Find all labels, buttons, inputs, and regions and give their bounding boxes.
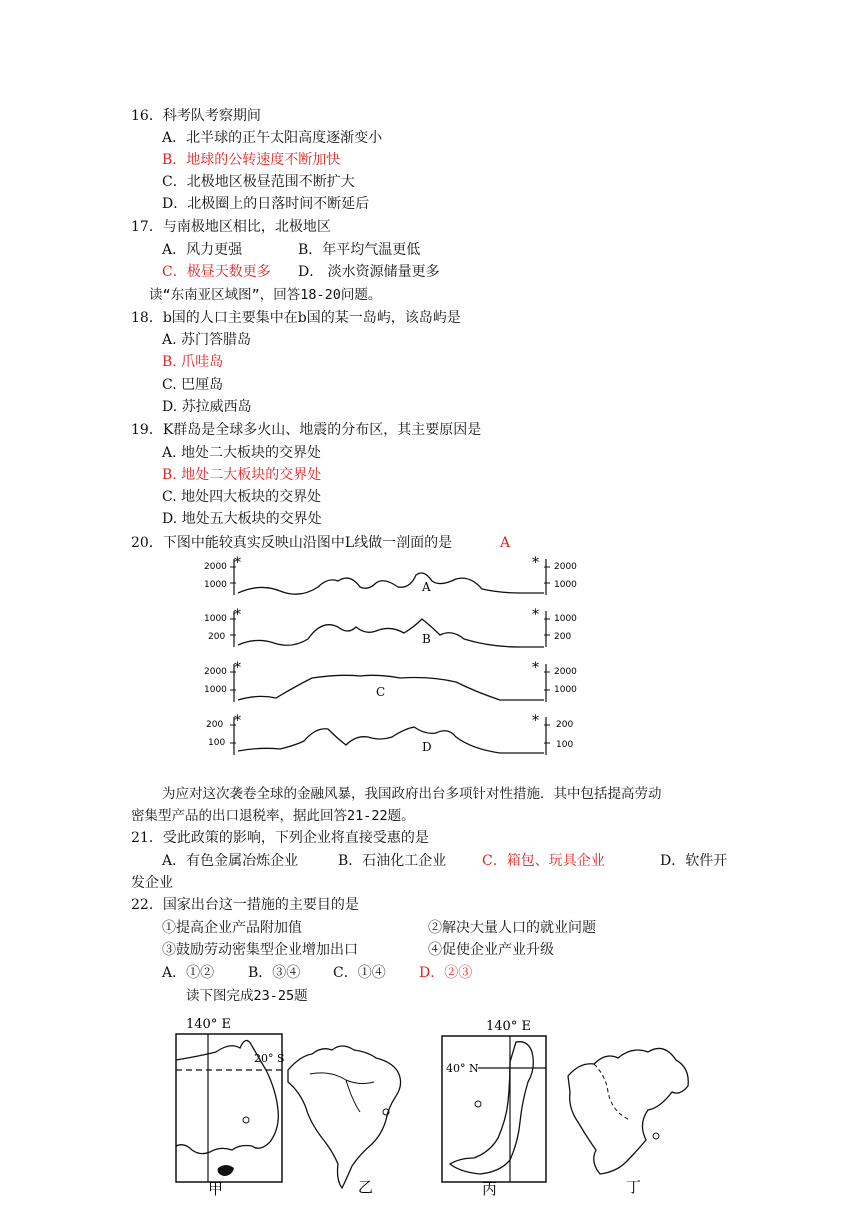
q18-option-a: A. 苏门答腊岛 xyxy=(162,332,252,348)
q21-option-d-cont: 发企业 xyxy=(131,875,173,891)
profile-d-star-right: * xyxy=(532,713,539,729)
intro-18-20: 读“东南亚区域图”，回答18-20问题。 xyxy=(149,287,382,303)
q16-option-c: C．北极地区极昼范围不断扩大 xyxy=(162,174,355,190)
q21-option-b: B．石油化工企业 xyxy=(338,853,447,869)
map-yi-label: 乙 xyxy=(358,1178,374,1196)
q18-option-b-answer: B. 爪哇岛 xyxy=(162,354,224,370)
map-bing-lon: 140° E xyxy=(486,1019,531,1034)
profile-d-left-top: 200 xyxy=(206,720,224,730)
q19-option-d: D. 地处五大板块的交界处 xyxy=(162,511,322,527)
q21-option-d: D．软件开 xyxy=(660,853,728,869)
passage-21-line2: 密集型产品的出口退税率，据此回答21-22题。 xyxy=(131,808,415,824)
profile-c-letter: C xyxy=(376,685,386,699)
profile-d xyxy=(200,711,580,761)
map-bing-lat: 40° N xyxy=(446,1062,479,1075)
q22-option-d-answer: D．②③ xyxy=(419,965,473,981)
profile-b-left-bottom: 200 xyxy=(208,632,226,642)
maps-figure xyxy=(160,1012,720,1198)
profile-d-star-left: * xyxy=(234,713,241,729)
map-bing xyxy=(442,1019,546,1198)
profile-a-left-bottom: 1000 xyxy=(204,580,227,590)
q22-item-4: ④促使企业产业升级 xyxy=(428,942,554,958)
profile-a-star-right: * xyxy=(532,555,539,571)
q17-option-b: B．年平均气温更低 xyxy=(298,242,421,258)
profile-a xyxy=(200,553,580,603)
q16-option-b-answer: B．地球的公转速度不断加快 xyxy=(162,152,341,168)
map-bing-label: 丙 xyxy=(482,1180,498,1198)
map-ding-label: 丁 xyxy=(626,1178,642,1196)
profile-d-letter: D xyxy=(422,740,432,754)
profile-c xyxy=(200,658,580,708)
q16-option-a: A．北半球的正午太阳高度逐渐变小 xyxy=(162,130,383,146)
q22-stem: 22．国家出台这一措施的主要目的是 xyxy=(131,897,359,913)
profile-c-left-bottom: 1000 xyxy=(204,685,227,695)
q19-option-c: C. 地处四大板块的交界处 xyxy=(162,489,322,505)
map-jia-lat: 20° S xyxy=(254,1052,285,1065)
q18-stem: 18．b国的人口主要集中在b国的某一岛屿，该岛屿是 xyxy=(131,310,461,326)
q16-stem: 16．科考队考察期间 xyxy=(131,108,261,124)
q18-option-c: C. 巴厘岛 xyxy=(162,377,224,393)
map-yi xyxy=(288,1046,401,1196)
profile-c-left-top: 2000 xyxy=(204,667,227,677)
intro-23-25: 读下图完成23-25题 xyxy=(186,988,308,1004)
profile-b-right-top: 1000 xyxy=(554,614,577,624)
q21-stem: 21．受此政策的影响，下列企业将直接受惠的是 xyxy=(131,830,429,846)
profile-b-right-bottom: 200 xyxy=(554,632,572,642)
profile-d-right-bottom: 100 xyxy=(556,740,574,750)
q22-item-2: ②解决大量人口的就业问题 xyxy=(428,920,596,936)
q20-answer: A xyxy=(500,535,511,551)
profile-b-star-right: * xyxy=(532,607,539,623)
profile-a-letter: A xyxy=(422,580,431,594)
q16-option-d: D．北极圈上的日落时间不断延后 xyxy=(162,196,370,212)
q21-option-c-answer: C．箱包、玩具企业 xyxy=(482,853,605,869)
profile-c-star-left: * xyxy=(234,660,241,676)
profile-a-right-bottom: 1000 xyxy=(554,580,577,590)
profile-d-left-bottom: 100 xyxy=(208,738,226,748)
q22-item-3: ③鼓励劳动密集型企业增加出口 xyxy=(162,942,358,958)
q21-option-a: A．有色金属冶炼企业 xyxy=(162,853,299,869)
profile-b-letter: B xyxy=(422,632,431,646)
q22-item-1: ①提高企业产品附加值 xyxy=(162,920,302,936)
map-jia-label: 甲 xyxy=(208,1180,224,1198)
q22-option-b: B．③④ xyxy=(248,965,301,981)
map-jia xyxy=(176,1017,285,1198)
q20-stem: 20．下图中能较真实反映山沿图中L线做一剖面的是 xyxy=(131,535,453,551)
q22-option-c: C．①④ xyxy=(333,965,386,981)
profile-a-right-top: 2000 xyxy=(554,562,577,572)
q17-stem: 17．与南极地区相比，北极地区 xyxy=(131,219,331,235)
profile-c-right-top: 2000 xyxy=(554,667,577,677)
map-ding xyxy=(568,1048,688,1196)
profile-c-star-right: * xyxy=(532,660,539,676)
q17-option-d: D． 淡水资源储量更多 xyxy=(298,264,440,280)
q19-stem: 19．K群岛是全球多火山、地震的分布区，其主要原因是 xyxy=(131,422,482,438)
profile-a-left-top: 2000 xyxy=(204,562,227,572)
profile-b-star-left: * xyxy=(234,607,241,623)
profile-a-star-left: * xyxy=(234,555,241,571)
profile-b xyxy=(200,605,580,655)
profile-d-right-top: 200 xyxy=(556,720,574,730)
q17-option-a: A．风力更强 xyxy=(162,242,243,258)
q18-option-d: D. 苏拉威西岛 xyxy=(162,399,252,415)
profile-c-right-bottom: 1000 xyxy=(554,685,577,695)
q19-option-b-answer: B. 地处二大板块的交界处 xyxy=(162,467,322,483)
passage-21-line1: 为应对这次袭卷全球的金融风暴，我国政府出台多项针对性措施．其中包括提高劳动 xyxy=(162,786,662,802)
profile-b-left-top: 1000 xyxy=(204,614,227,624)
q17-option-c-answer: C．极昼天数更多 xyxy=(162,264,271,280)
map-jia-lon: 140° E xyxy=(186,1017,231,1032)
q22-option-a: A．①② xyxy=(162,965,215,981)
q19-option-a: A. 地处二大板块的交界处 xyxy=(162,445,322,461)
